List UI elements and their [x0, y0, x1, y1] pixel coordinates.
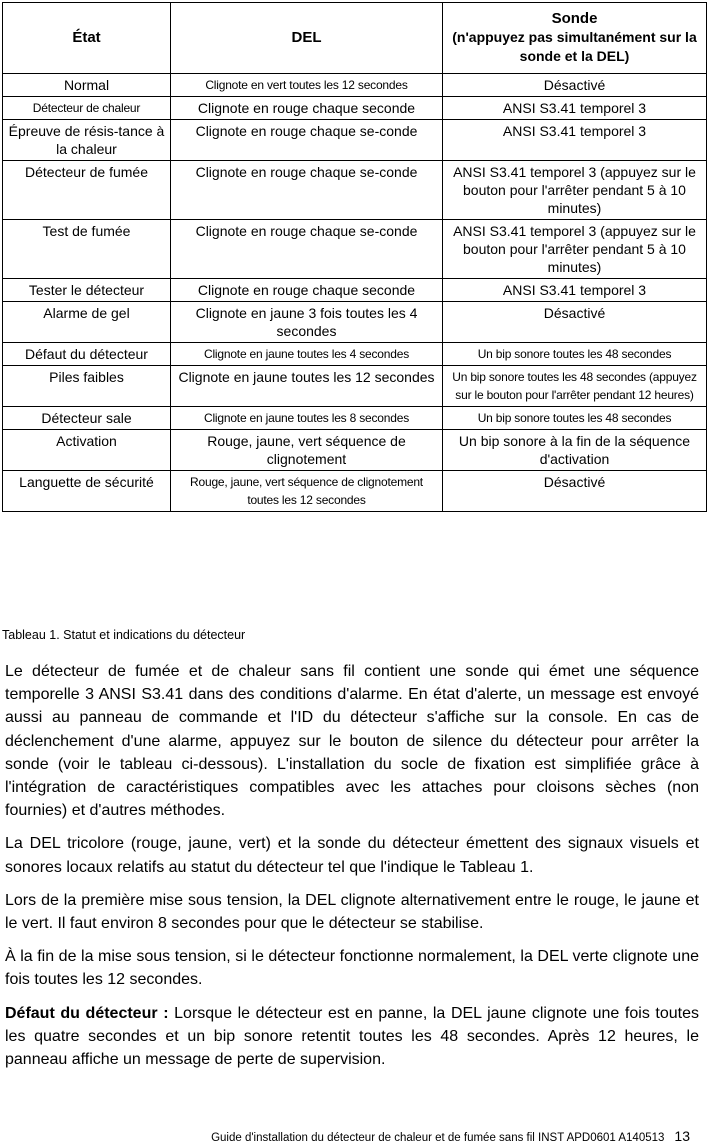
cell-led: Clignote en jaune 3 fois toutes les 4 secondes — [171, 302, 443, 343]
header-sonde — [443, 3, 707, 74]
cell-led: Clignote en jaune toutes les 4 secondes — [171, 343, 443, 366]
paragraph: Lors de la première mise sous tension, la DEL clignote alternativement entre le rouge, le jaune et le vert. Il faut environ 8 secondes pour que le détecteur se stabilise. — [5, 891, 699, 933]
cell-state: Détecteur de fumée — [3, 161, 171, 220]
table-row — [3, 97, 707, 120]
cell-state: Tester le détecteur — [3, 279, 171, 302]
header-sonde-note: (n'appuyez pas simultanément sur la sonde et la DEL) — [452, 29, 697, 64]
cell-state: Détecteur de chaleur — [3, 97, 171, 120]
cell-led: Clignote en rouge chaque seconde — [171, 97, 443, 120]
cell-state: Test de fumée — [3, 220, 171, 279]
cell-state: Languette de sécurité — [3, 471, 171, 512]
cell-sounder: Désactivé — [443, 471, 707, 512]
cell-state: Épreuve de résis-tance à la chaleur — [3, 120, 171, 161]
paragraph: La DEL tricolore (rouge, jaune, vert) et la sonde du détecteur émettent des signaux visuels et sonores locaux relatifs au statut du détecteur tel que l'indique le Tableau 1. — [5, 835, 699, 876]
table-caption: Tableau 1. Statut et indications du détecteur — [2, 628, 246, 642]
cell-sounder: ANSI S3.41 temporel 3 — [443, 120, 707, 161]
table-row — [3, 302, 707, 343]
paragraph-lead: Défaut du détecteur : — [5, 1004, 169, 1022]
cell-state: Activation — [3, 430, 171, 471]
status-table — [2, 2, 707, 512]
cell-state: Détecteur sale — [3, 407, 171, 430]
header-sonde-title: Sonde — [551, 10, 598, 27]
cell-led: Clignote en rouge chaque se-conde — [171, 120, 443, 161]
cell-led: Clignote en rouge chaque seconde — [171, 279, 443, 302]
table-header-row — [3, 3, 707, 74]
table-row — [3, 279, 707, 302]
cell-sounder: ANSI S3.41 temporel 3 (appuyez sur le bouton pour l'arrêter pendant 5 à 10 minutes) — [443, 220, 707, 279]
cell-sounder: Un bip sonore toutes les 48 secondes (appuyez sur le bouton pour l'arrêter pendant 12 heures) — [443, 366, 707, 407]
body-text — [5, 660, 699, 1081]
table-row — [3, 407, 707, 430]
cell-sounder: Désactivé — [443, 74, 707, 97]
cell-sounder: ANSI S3.41 temporel 3 (appuyez sur le bouton pour l'arrêter pendant 5 à 10 minutes) — [443, 161, 707, 220]
cell-led: Rouge, jaune, vert séquence de clignotement — [171, 430, 443, 471]
page-number: 13 — [674, 1128, 690, 1144]
cell-sounder: ANSI S3.41 temporel 3 — [443, 279, 707, 302]
table-row — [3, 161, 707, 220]
cell-state: Piles faibles — [3, 366, 171, 407]
footer-text: Guide d'installation du détecteur de chaleur et de fumée sans fil INST APD0601 A140513 — [211, 1132, 665, 1144]
cell-sounder: Désactivé — [443, 302, 707, 343]
cell-sounder: Un bip sonore toutes les 48 secondes — [443, 407, 707, 430]
cell-sounder: Un bip sonore toutes les 48 secondes — [443, 343, 707, 366]
cell-led: Clignote en jaune toutes les 8 secondes — [171, 407, 443, 430]
table-row — [3, 366, 707, 407]
cell-led: Clignote en vert toutes les 12 secondes — [171, 74, 443, 97]
table-row — [3, 471, 707, 512]
cell-sounder: Un bip sonore à la fin de la séquence d'activation — [443, 430, 707, 471]
table-row — [3, 343, 707, 366]
cell-sounder: ANSI S3.41 temporel 3 — [443, 97, 707, 120]
paragraph: À la fin de la mise sous tension, si le détecteur fonctionne normalement, la DEL verte clignote une fois toutes les 12 secondes. — [5, 948, 699, 989]
table-row — [3, 120, 707, 161]
paragraph-detector-fault — [5, 1002, 699, 1072]
cell-led: Clignote en rouge chaque se-conde — [171, 161, 443, 220]
header-del: DEL — [171, 3, 443, 74]
cell-state: Défaut du détecteur — [3, 343, 171, 366]
table-row — [3, 430, 707, 471]
table-row — [3, 74, 707, 97]
paragraph-body: Lorsque le détecteur est en panne, la DEL jaune clignote une fois toutes les quatre secondes et un bip sonore retentit toutes les 48 secondes. Après 12 heures, le panneau affiche un message de perte de supervision. — [5, 1004, 700, 1069]
header-etat: État — [3, 3, 171, 74]
paragraph: Le détecteur de fumée et de chaleur sans fil contient une sonde qui émet une séquence temporelle 3 ANSI S3.41 dans des conditions d'alarme. En état d'alerte, un message est envoyé aussi au panneau de commande et l'ID du détecteur s'affiche sur la console. En cas de déclenchement d'une alarme, appuyez sur le bouton de silence du détecteur pour arrêter la sonde (voir le tableau ci-dessous). L'installation du socle de fixation est simplifiée grâce à l'intégration de caractéristiques compatibles avec les attaches pour cloisons sèches (non fournies) et d'autres méthodes. — [5, 663, 699, 820]
cell-state: Alarme de gel — [3, 302, 171, 343]
cell-state: Normal — [3, 74, 171, 97]
table-row — [3, 220, 707, 279]
cell-led: Rouge, jaune, vert séquence de clignotement toutes les 12 secondes — [171, 471, 443, 512]
cell-led: Clignote en jaune toutes les 12 secondes — [171, 366, 443, 407]
cell-led: Clignote en rouge chaque se-conde — [171, 220, 443, 279]
